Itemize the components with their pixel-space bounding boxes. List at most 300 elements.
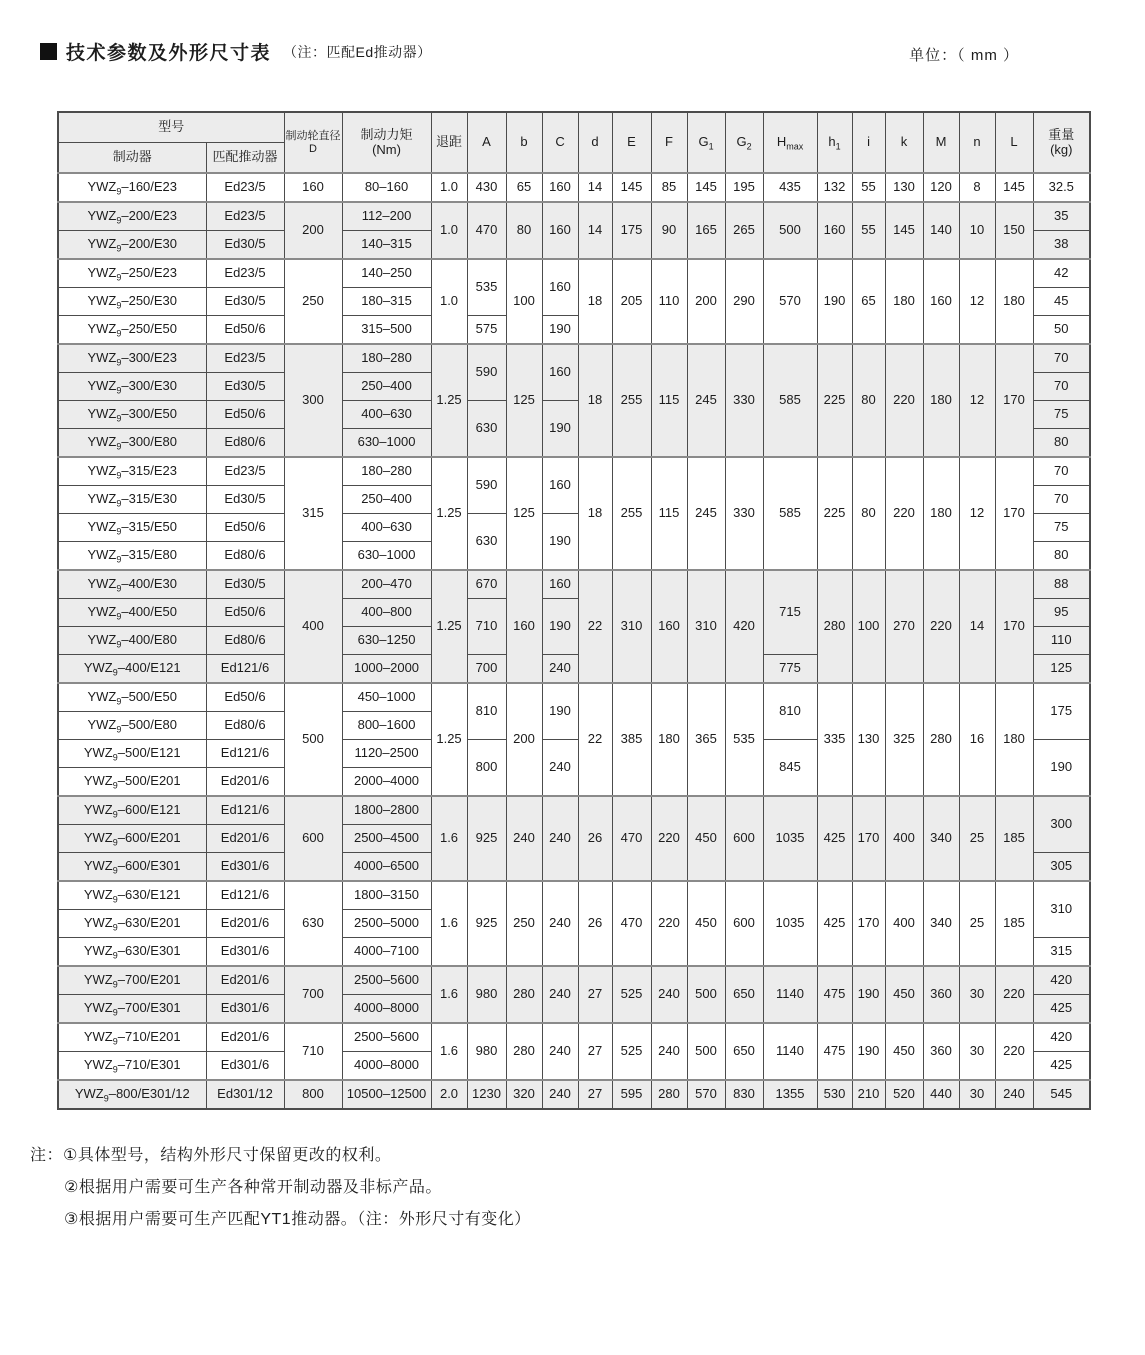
table-cell: Ed23/5: [206, 173, 284, 202]
table-row: [58, 259, 1090, 288]
table-cell: 180–280: [342, 457, 431, 486]
table-cell: 25: [959, 881, 995, 966]
table-cell: 100: [506, 259, 542, 344]
table-cell: Ed201/6: [206, 966, 284, 995]
table-cell: 80: [1033, 542, 1090, 571]
table-cell: Ed301/12: [206, 1080, 284, 1109]
column-header: 匹配推动器: [206, 143, 284, 174]
table-cell: 190: [542, 599, 578, 655]
table-cell: Ed23/5: [206, 457, 284, 486]
table-cell: 280: [817, 570, 852, 683]
table-cell: 18: [578, 457, 612, 570]
table-cell: Ed50/6: [206, 514, 284, 542]
table-cell: 2500–4500: [342, 825, 431, 853]
table-cell: 315: [1033, 938, 1090, 967]
title-note: （注：匹配Ed推动器）: [283, 43, 432, 60]
table-cell: 310: [687, 570, 725, 683]
table-cell: 525: [612, 1023, 651, 1080]
table-cell: Ed201/6: [206, 825, 284, 853]
table-cell: 1.6: [431, 881, 467, 966]
table-cell: 425: [1033, 1052, 1090, 1081]
table-cell: 575: [467, 316, 506, 345]
table-row: [58, 683, 1090, 712]
table-cell: 180: [923, 344, 959, 457]
table-cell: 255: [612, 457, 651, 570]
table-cell: $YWZ_9-500/E121$: [58, 740, 206, 768]
table-cell: 130: [885, 173, 923, 202]
table-cell: 315–500: [342, 316, 431, 345]
table-cell: 200: [506, 683, 542, 796]
table-cell: Ed23/5: [206, 259, 284, 288]
table-cell: 1.25: [431, 683, 467, 796]
column-header: 制动力矩 (Nm): [342, 112, 431, 173]
table-cell: 240: [542, 881, 578, 966]
table-cell: 80: [852, 457, 885, 570]
table-cell: 800: [467, 740, 506, 797]
table-cell: 280: [506, 1023, 542, 1080]
footnote-line: ②根据用户需要可生产各种常开制动器及非标产品。: [64, 1179, 442, 1196]
table-cell: 170: [995, 457, 1033, 570]
table-cell: 475: [817, 966, 852, 1023]
table-cell: 32.5: [1033, 173, 1090, 202]
table-cell: $YWZ_9-250/E23$: [58, 259, 206, 288]
table-cell: Ed301/6: [206, 853, 284, 882]
table-cell: 420: [725, 570, 763, 683]
footnote-text: ①具体型号，结构外形尺寸保留更改的权利。: [63, 1147, 392, 1164]
table-cell: 75: [1033, 401, 1090, 429]
table-cell: 2500–5600: [342, 1023, 431, 1052]
table-cell: $YWZ_9-600/E201$: [58, 825, 206, 853]
table-cell: 420: [1033, 966, 1090, 995]
table-cell: 250: [506, 881, 542, 966]
table-cell: 400–630: [342, 514, 431, 542]
column-header: E: [612, 112, 651, 173]
table-cell: 110: [651, 259, 687, 344]
table-cell: 450–1000: [342, 683, 431, 712]
table-cell: 300: [1033, 796, 1090, 853]
table-cell: 435: [763, 173, 817, 202]
table-cell: 140: [923, 202, 959, 259]
table-cell: $YWZ_9-700/E201$: [58, 966, 206, 995]
table-cell: 590: [467, 344, 506, 401]
table-cell: 70: [1033, 457, 1090, 486]
table-cell: $YWZ_9-710/E301$: [58, 1052, 206, 1081]
table-cell: 290: [725, 259, 763, 344]
column-header: A: [467, 112, 506, 173]
table-cell: 240: [506, 796, 542, 881]
table-cell: 160: [506, 570, 542, 683]
table-cell: Ed121/6: [206, 655, 284, 684]
table-cell: 12: [959, 344, 995, 457]
table-cell: 180: [651, 683, 687, 796]
table-cell: 22: [578, 570, 612, 683]
column-header: 重量 (kg): [1033, 112, 1090, 173]
table-cell: 250–400: [342, 486, 431, 514]
table-cell: 630: [284, 881, 342, 966]
table-cell: 440: [923, 1080, 959, 1109]
table-cell: 1.6: [431, 796, 467, 881]
table-cell: 190: [542, 514, 578, 571]
table-cell: 160: [542, 173, 578, 202]
column-header: $H_{max}$: [763, 112, 817, 173]
table-cell: 42: [1033, 259, 1090, 288]
table-cell: 2500–5000: [342, 910, 431, 938]
column-header: k: [885, 112, 923, 173]
table-cell: 88: [1033, 570, 1090, 599]
table-cell: 22: [578, 683, 612, 796]
table-cell: 160: [817, 202, 852, 259]
column-header: n: [959, 112, 995, 173]
table-cell: 525: [612, 966, 651, 1023]
table-cell: 2.0: [431, 1080, 467, 1109]
table-cell: 245: [687, 457, 725, 570]
table-cell: 85: [651, 173, 687, 202]
table-cell: 430: [467, 173, 506, 202]
table-row: [58, 1080, 1090, 1109]
table-cell: 600: [725, 796, 763, 881]
footnotes: [30, 1140, 1145, 1236]
table-cell: 500: [687, 1023, 725, 1080]
table-cell: 650: [725, 966, 763, 1023]
table-cell: 140–315: [342, 231, 431, 260]
table-cell: 450: [885, 966, 923, 1023]
table-cell: 165: [687, 202, 725, 259]
table-cell: 4000–7100: [342, 938, 431, 967]
table-cell: $YWZ_9-300/E30$: [58, 373, 206, 401]
table-cell: 240: [542, 1080, 578, 1109]
column-header: i: [852, 112, 885, 173]
table-cell: 925: [467, 881, 506, 966]
table-cell: $YWZ_9-800/E301/12$: [58, 1080, 206, 1109]
table-cell: 240: [651, 1023, 687, 1080]
table-cell: Ed80/6: [206, 429, 284, 458]
table-cell: 80: [1033, 429, 1090, 458]
table-cell: 630: [467, 401, 506, 458]
table-cell: 585: [763, 457, 817, 570]
table-cell: $YWZ_9-250/E50$: [58, 316, 206, 345]
table-cell: $YWZ_9-400/E50$: [58, 599, 206, 627]
table-cell: 585: [763, 344, 817, 457]
table-cell: 50: [1033, 316, 1090, 345]
table-cell: 160: [542, 570, 578, 599]
table-cell: 470: [467, 202, 506, 259]
column-header: $G_1$: [687, 112, 725, 173]
table-cell: 160: [542, 259, 578, 316]
table-cell: 270: [885, 570, 923, 683]
table-cell: 75: [1033, 514, 1090, 542]
table-cell: 450: [687, 881, 725, 966]
section-marker-icon: [40, 43, 57, 60]
table-cell: 710: [284, 1023, 342, 1080]
table-cell: 545: [1033, 1080, 1090, 1109]
table-cell: 280: [923, 683, 959, 796]
unit-label: 单位：（ mm ）: [909, 47, 1019, 64]
table-cell: 10500–12500: [342, 1080, 431, 1109]
table-cell: 240: [542, 1023, 578, 1080]
title-row: [40, 38, 1019, 65]
table-cell: 595: [612, 1080, 651, 1109]
table-cell: 70: [1033, 486, 1090, 514]
table-cell: 925: [467, 796, 506, 881]
table-cell: 400: [284, 570, 342, 683]
table-cell: 590: [467, 457, 506, 514]
table-cell: 25: [959, 796, 995, 881]
table-cell: 800–1600: [342, 712, 431, 740]
table-cell: Ed80/6: [206, 627, 284, 655]
table-cell: 300: [284, 344, 342, 457]
table-cell: 245: [687, 344, 725, 457]
column-header: C: [542, 112, 578, 173]
table-cell: 190: [1033, 740, 1090, 797]
table-row: [58, 457, 1090, 486]
table-cell: 27: [578, 1023, 612, 1080]
table-cell: 2500–5600: [342, 966, 431, 995]
table-cell: 340: [923, 796, 959, 881]
table-cell: 425: [817, 796, 852, 881]
column-header: 制动轮直径 D: [284, 112, 342, 173]
table-cell: $YWZ_9-400/E80$: [58, 627, 206, 655]
table-row: [58, 202, 1090, 231]
table-cell: 600: [725, 881, 763, 966]
table-cell: Ed201/6: [206, 910, 284, 938]
table-cell: 180: [923, 457, 959, 570]
table-cell: 520: [885, 1080, 923, 1109]
table-cell: Ed50/6: [206, 316, 284, 345]
table-cell: 700: [284, 966, 342, 1023]
table-cell: 810: [763, 683, 817, 740]
table-cell: Ed80/6: [206, 542, 284, 571]
table-cell: 530: [817, 1080, 852, 1109]
table-cell: 132: [817, 173, 852, 202]
table-cell: 400: [885, 881, 923, 966]
table-cell: 400–800: [342, 599, 431, 627]
table-cell: 1.25: [431, 344, 467, 457]
table-cell: 170: [995, 344, 1033, 457]
table-cell: Ed30/5: [206, 570, 284, 599]
table-cell: 190: [542, 401, 578, 458]
table-cell: 340: [923, 881, 959, 966]
table-cell: 30: [959, 1080, 995, 1109]
table-cell: 600: [284, 796, 342, 881]
table-cell: $YWZ_9-250/E30$: [58, 288, 206, 316]
table-cell: $YWZ_9-300/E23$: [58, 344, 206, 373]
table-row: [58, 881, 1090, 910]
table-cell: 830: [725, 1080, 763, 1109]
table-cell: Ed121/6: [206, 881, 284, 910]
table-cell: 170: [995, 570, 1033, 683]
table-cell: 535: [725, 683, 763, 796]
table-cell: 360: [923, 966, 959, 1023]
table-cell: 630–1000: [342, 429, 431, 458]
table-cell: 475: [817, 1023, 852, 1080]
table-cell: 4000–8000: [342, 995, 431, 1024]
table-cell: 175: [612, 202, 651, 259]
table-cell: 4000–6500: [342, 853, 431, 882]
table-cell: 225: [817, 457, 852, 570]
table-cell: $YWZ_9-315/E50$: [58, 514, 206, 542]
table-cell: 30: [959, 1023, 995, 1080]
table-cell: 145: [995, 173, 1033, 202]
table-cell: 1230: [467, 1080, 506, 1109]
table-cell: 4000–8000: [342, 1052, 431, 1081]
table-cell: 305: [1033, 853, 1090, 882]
table-cell: 200–470: [342, 570, 431, 599]
table-cell: 70: [1033, 373, 1090, 401]
table-cell: 26: [578, 796, 612, 881]
table-cell: 710: [467, 599, 506, 655]
table-cell: $YWZ_9-630/E121$: [58, 881, 206, 910]
table-cell: Ed23/5: [206, 344, 284, 373]
table-cell: Ed301/6: [206, 938, 284, 967]
table-cell: Ed30/5: [206, 486, 284, 514]
table-cell: Ed23/5: [206, 202, 284, 231]
table-cell: $YWZ_9-315/E23$: [58, 457, 206, 486]
table-cell: 80: [506, 202, 542, 259]
table-cell: 240: [651, 966, 687, 1023]
table-cell: 220: [651, 796, 687, 881]
table-cell: 1140: [763, 966, 817, 1023]
column-header: d: [578, 112, 612, 173]
table-cell: 14: [578, 173, 612, 202]
table-cell: 120: [923, 173, 959, 202]
table-cell: 160: [923, 259, 959, 344]
table-cell: 145: [687, 173, 725, 202]
table-cell: 715: [763, 570, 817, 655]
table-cell: 810: [467, 683, 506, 740]
column-header: M: [923, 112, 959, 173]
table-cell: 10: [959, 202, 995, 259]
table-cell: 190: [852, 966, 885, 1023]
table-cell: Ed301/6: [206, 1052, 284, 1081]
table-cell: 180–315: [342, 288, 431, 316]
table-cell: 115: [651, 457, 687, 570]
table-cell: 570: [687, 1080, 725, 1109]
table-cell: $YWZ_9-500/E50$: [58, 683, 206, 712]
table-cell: 220: [885, 457, 923, 570]
table-cell: 125: [1033, 655, 1090, 684]
table-cell: 190: [542, 316, 578, 345]
table-cell: 1355: [763, 1080, 817, 1109]
table-cell: $YWZ_9-710/E201$: [58, 1023, 206, 1052]
table-cell: 400–630: [342, 401, 431, 429]
table-cell: 570: [763, 259, 817, 344]
table-cell: 225: [817, 344, 852, 457]
table-cell: 180: [995, 683, 1033, 796]
table-cell: $YWZ_9-200/E23$: [58, 202, 206, 231]
table-cell: 980: [467, 966, 506, 1023]
table-cell: 1800–3150: [342, 881, 431, 910]
table-cell: 255: [612, 344, 651, 457]
table-cell: 250–400: [342, 373, 431, 401]
header-model-group: 型号: [58, 112, 284, 143]
table-cell: Ed30/5: [206, 231, 284, 260]
table-cell: 1035: [763, 796, 817, 881]
table-cell: 150: [995, 202, 1033, 259]
column-header: $h_1$: [817, 112, 852, 173]
table-cell: $YWZ_9-160/E23$: [58, 173, 206, 202]
table-cell: $YWZ_9-200/E30$: [58, 231, 206, 260]
column-header: F: [651, 112, 687, 173]
table-cell: 500: [763, 202, 817, 259]
table-cell: 360: [923, 1023, 959, 1080]
table-cell: 16: [959, 683, 995, 796]
table-cell: $YWZ_9-315/E30$: [58, 486, 206, 514]
table-cell: 55: [852, 173, 885, 202]
table-cell: 1.25: [431, 457, 467, 570]
table-cell: Ed30/5: [206, 288, 284, 316]
table-cell: 280: [651, 1080, 687, 1109]
table-cell: 470: [612, 881, 651, 966]
table-cell: 30: [959, 966, 995, 1023]
table-cell: 280: [506, 966, 542, 1023]
table-row: [58, 344, 1090, 373]
page-title: 技术参数及外形尺寸表: [66, 43, 272, 64]
table-cell: 115: [651, 344, 687, 457]
table-cell: 630–1000: [342, 542, 431, 571]
table-cell: 1.6: [431, 1023, 467, 1080]
table-cell: $YWZ_9-315/E80$: [58, 542, 206, 571]
table-cell: 180: [995, 259, 1033, 344]
table-cell: 190: [817, 259, 852, 344]
table-row: [58, 570, 1090, 599]
table-cell: 80: [852, 344, 885, 457]
table-cell: 365: [687, 683, 725, 796]
table-cell: Ed30/5: [206, 373, 284, 401]
table-cell: 170: [852, 796, 885, 881]
table-cell: 400: [885, 796, 923, 881]
table-cell: 26: [578, 881, 612, 966]
table-cell: 210: [852, 1080, 885, 1109]
footnote-line: ③根据用户需要可生产匹配YT1推动器。（注：外形尺寸有变化）: [64, 1211, 531, 1228]
table-cell: 240: [542, 655, 578, 684]
table-cell: 670: [467, 570, 506, 599]
table-cell: 65: [852, 259, 885, 344]
table-cell: 220: [885, 344, 923, 457]
table-cell: 535: [467, 259, 506, 316]
table-cell: $YWZ_9-400/E121$: [58, 655, 206, 684]
table-cell: 130: [852, 683, 885, 796]
table-cell: 145: [612, 173, 651, 202]
table-cell: 2000–4000: [342, 768, 431, 797]
table-row: [58, 173, 1090, 202]
table-cell: 160: [284, 173, 342, 202]
table-cell: 450: [885, 1023, 923, 1080]
table-cell: 800: [284, 1080, 342, 1109]
table-cell: 65: [506, 173, 542, 202]
table-cell: 980: [467, 1023, 506, 1080]
table-cell: 185: [995, 881, 1033, 966]
table-cell: 12: [959, 259, 995, 344]
table-cell: Ed50/6: [206, 683, 284, 712]
table-cell: 310: [1033, 881, 1090, 938]
table-cell: Ed50/6: [206, 599, 284, 627]
table-cell: Ed80/6: [206, 712, 284, 740]
table-cell: $YWZ_9-300/E50$: [58, 401, 206, 429]
table-cell: Ed121/6: [206, 740, 284, 768]
table-cell: 180–280: [342, 344, 431, 373]
table-cell: $YWZ_9-700/E301$: [58, 995, 206, 1024]
table-cell: $YWZ_9-600/E121$: [58, 796, 206, 825]
table-cell: 650: [725, 1023, 763, 1080]
table-cell: 330: [725, 457, 763, 570]
table-cell: 70: [1033, 344, 1090, 373]
column-header: L: [995, 112, 1033, 173]
table-cell: 12: [959, 457, 995, 570]
table-cell: $YWZ_9-500/E80$: [58, 712, 206, 740]
table-cell: 1140: [763, 1023, 817, 1080]
table-cell: $YWZ_9-600/E301$: [58, 853, 206, 882]
table-cell: 775: [763, 655, 817, 684]
